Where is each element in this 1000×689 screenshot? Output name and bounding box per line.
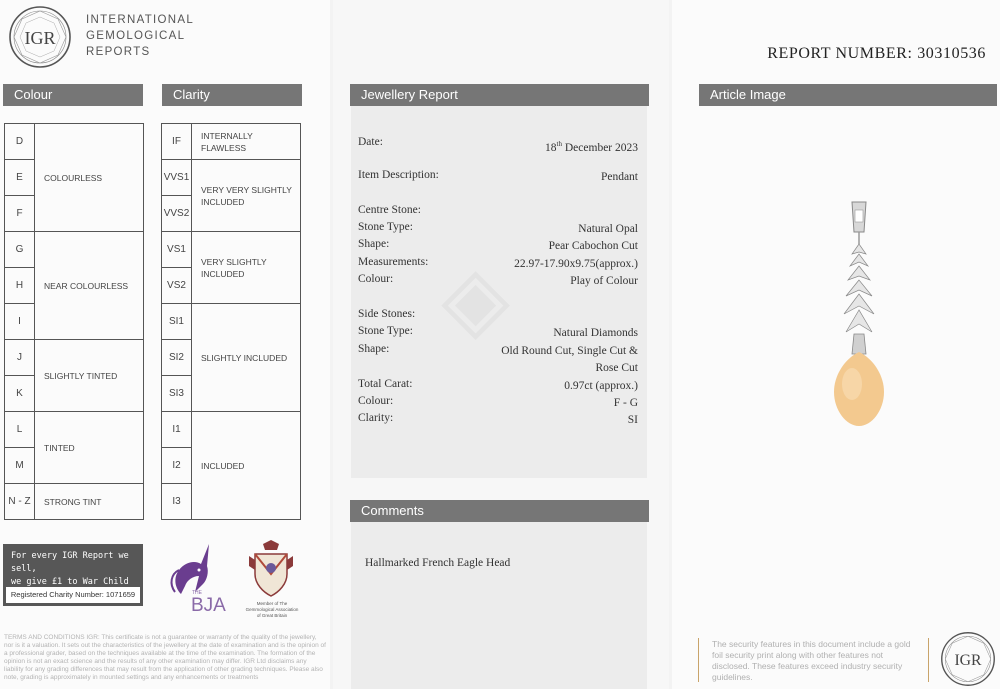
comments-header: Comments (350, 500, 649, 522)
jewellery-report-panel: Jewellery Report Date: 18th December 2023 Item Description: Pendant Centre Stone: Stone Type: Natural Opal Shape: Pear Cabochon Cut Measurements: 22.97-17.90x9.75(approx.) Colour: Play of Colour Side Stones: Stone Type: Natural Diamonds Shape: Old Round Cut, Single Cut & Rose Cut Total Carat: 0.97ct (approx.) Colour: F - G Clarity: SI Comments Hallmarked French Eagle Head (333, 0, 669, 689)
igr-logo-icon (8, 5, 72, 69)
watermark (441, 246, 510, 351)
jewellery-report-header: Jewellery Report (350, 84, 649, 106)
charity-registration: Registered Charity Number: 1071659 (6, 587, 140, 603)
colour-desc: SLIGHTLY TINTED (35, 340, 144, 412)
svg-text:BJA: BJA (191, 595, 226, 614)
association-caption: Member of The Gemmological Association of Great Britain (245, 601, 299, 618)
clarity-desc: VERY VERY SLIGHTLY INCLUDED (192, 160, 301, 232)
security-divider (928, 638, 929, 682)
charity-message: For every IGR Report we sell, we give £1 to War Child (11, 551, 129, 587)
clarity-scale-table: IF INTERNALLY FLAWLESS VVS1 VERY VERY SLIGHTLY INCLUDED VVS2 VS1 VERY SLIGHTLY INCLUDED VS2 SI1 SLIGHTLY INCLUDED SI2 SI3 I1 INCLUDED I2 I3 (161, 123, 301, 520)
comments-box (351, 522, 647, 689)
brand-name: INTERNATIONAL GEMOLOGICAL REPORTS (86, 14, 195, 58)
report-details-box (351, 106, 647, 478)
security-divider (698, 638, 699, 682)
bja-unicorn-logo-icon (165, 542, 233, 614)
gemmological-crest-icon (247, 540, 295, 598)
svg-text:IGR: IGR (24, 28, 56, 48)
article-image-header: Article Image (699, 84, 997, 106)
clarity-desc: INTERNALLY FLAWLESS (192, 124, 301, 160)
colour-scale-table: D COLOURLESS E F G NEAR COLOURLESS H I J SLIGHTLY TINTED K L TINTED M N - Z STRONG TINT (4, 123, 144, 520)
security-notice: The security features in this document include a gold foil security print along with other features not disclosed. These features exceed industry security guidelines. (712, 639, 911, 682)
colour-desc: NEAR COLOURLESS (35, 232, 144, 340)
colour-desc: TINTED (35, 412, 144, 484)
clarity-desc: SLIGHTLY INCLUDED (192, 304, 301, 412)
svg-text:THE: THE (192, 590, 202, 596)
colour-header: Colour (3, 84, 143, 106)
grading-scale-panel (0, 0, 330, 689)
svg-text:IGR: IGR (954, 652, 982, 670)
article-image-panel (672, 0, 1000, 689)
colour-desc: STRONG TINT (35, 484, 144, 520)
clarity-desc: VERY SLIGHTLY INCLUDED (192, 232, 301, 304)
colour-desc: COLOURLESS (35, 124, 144, 232)
clarity-header: Clarity (162, 84, 302, 106)
comment-text: Hallmarked French Eagle Head (365, 557, 511, 569)
terms-and-conditions: TERMS AND CONDITIONS IGR: This certificate is not a guarantee or warranty of the quality of the jewellery, nor is it a valuation. It sets out the characteristics of the jewellery at the date of examination and is the opinion of a professional grader, based on the techniques available at the time of the examination. The formation of the opinion is not an exact science and the results of any other examination may differ. IGR Ltd disclaims any liability for any grading differences that may result from the application of other grading techniques. Please also note, grading is approximately in mounted settings and any enhancements or treatments (4, 634, 326, 681)
igr-seal-icon (940, 631, 996, 687)
charity-box (3, 544, 143, 606)
pendant-image-icon (822, 196, 902, 432)
clarity-desc: INCLUDED (192, 412, 301, 520)
report-number: REPORT NUMBER: 30310536 (767, 45, 986, 62)
